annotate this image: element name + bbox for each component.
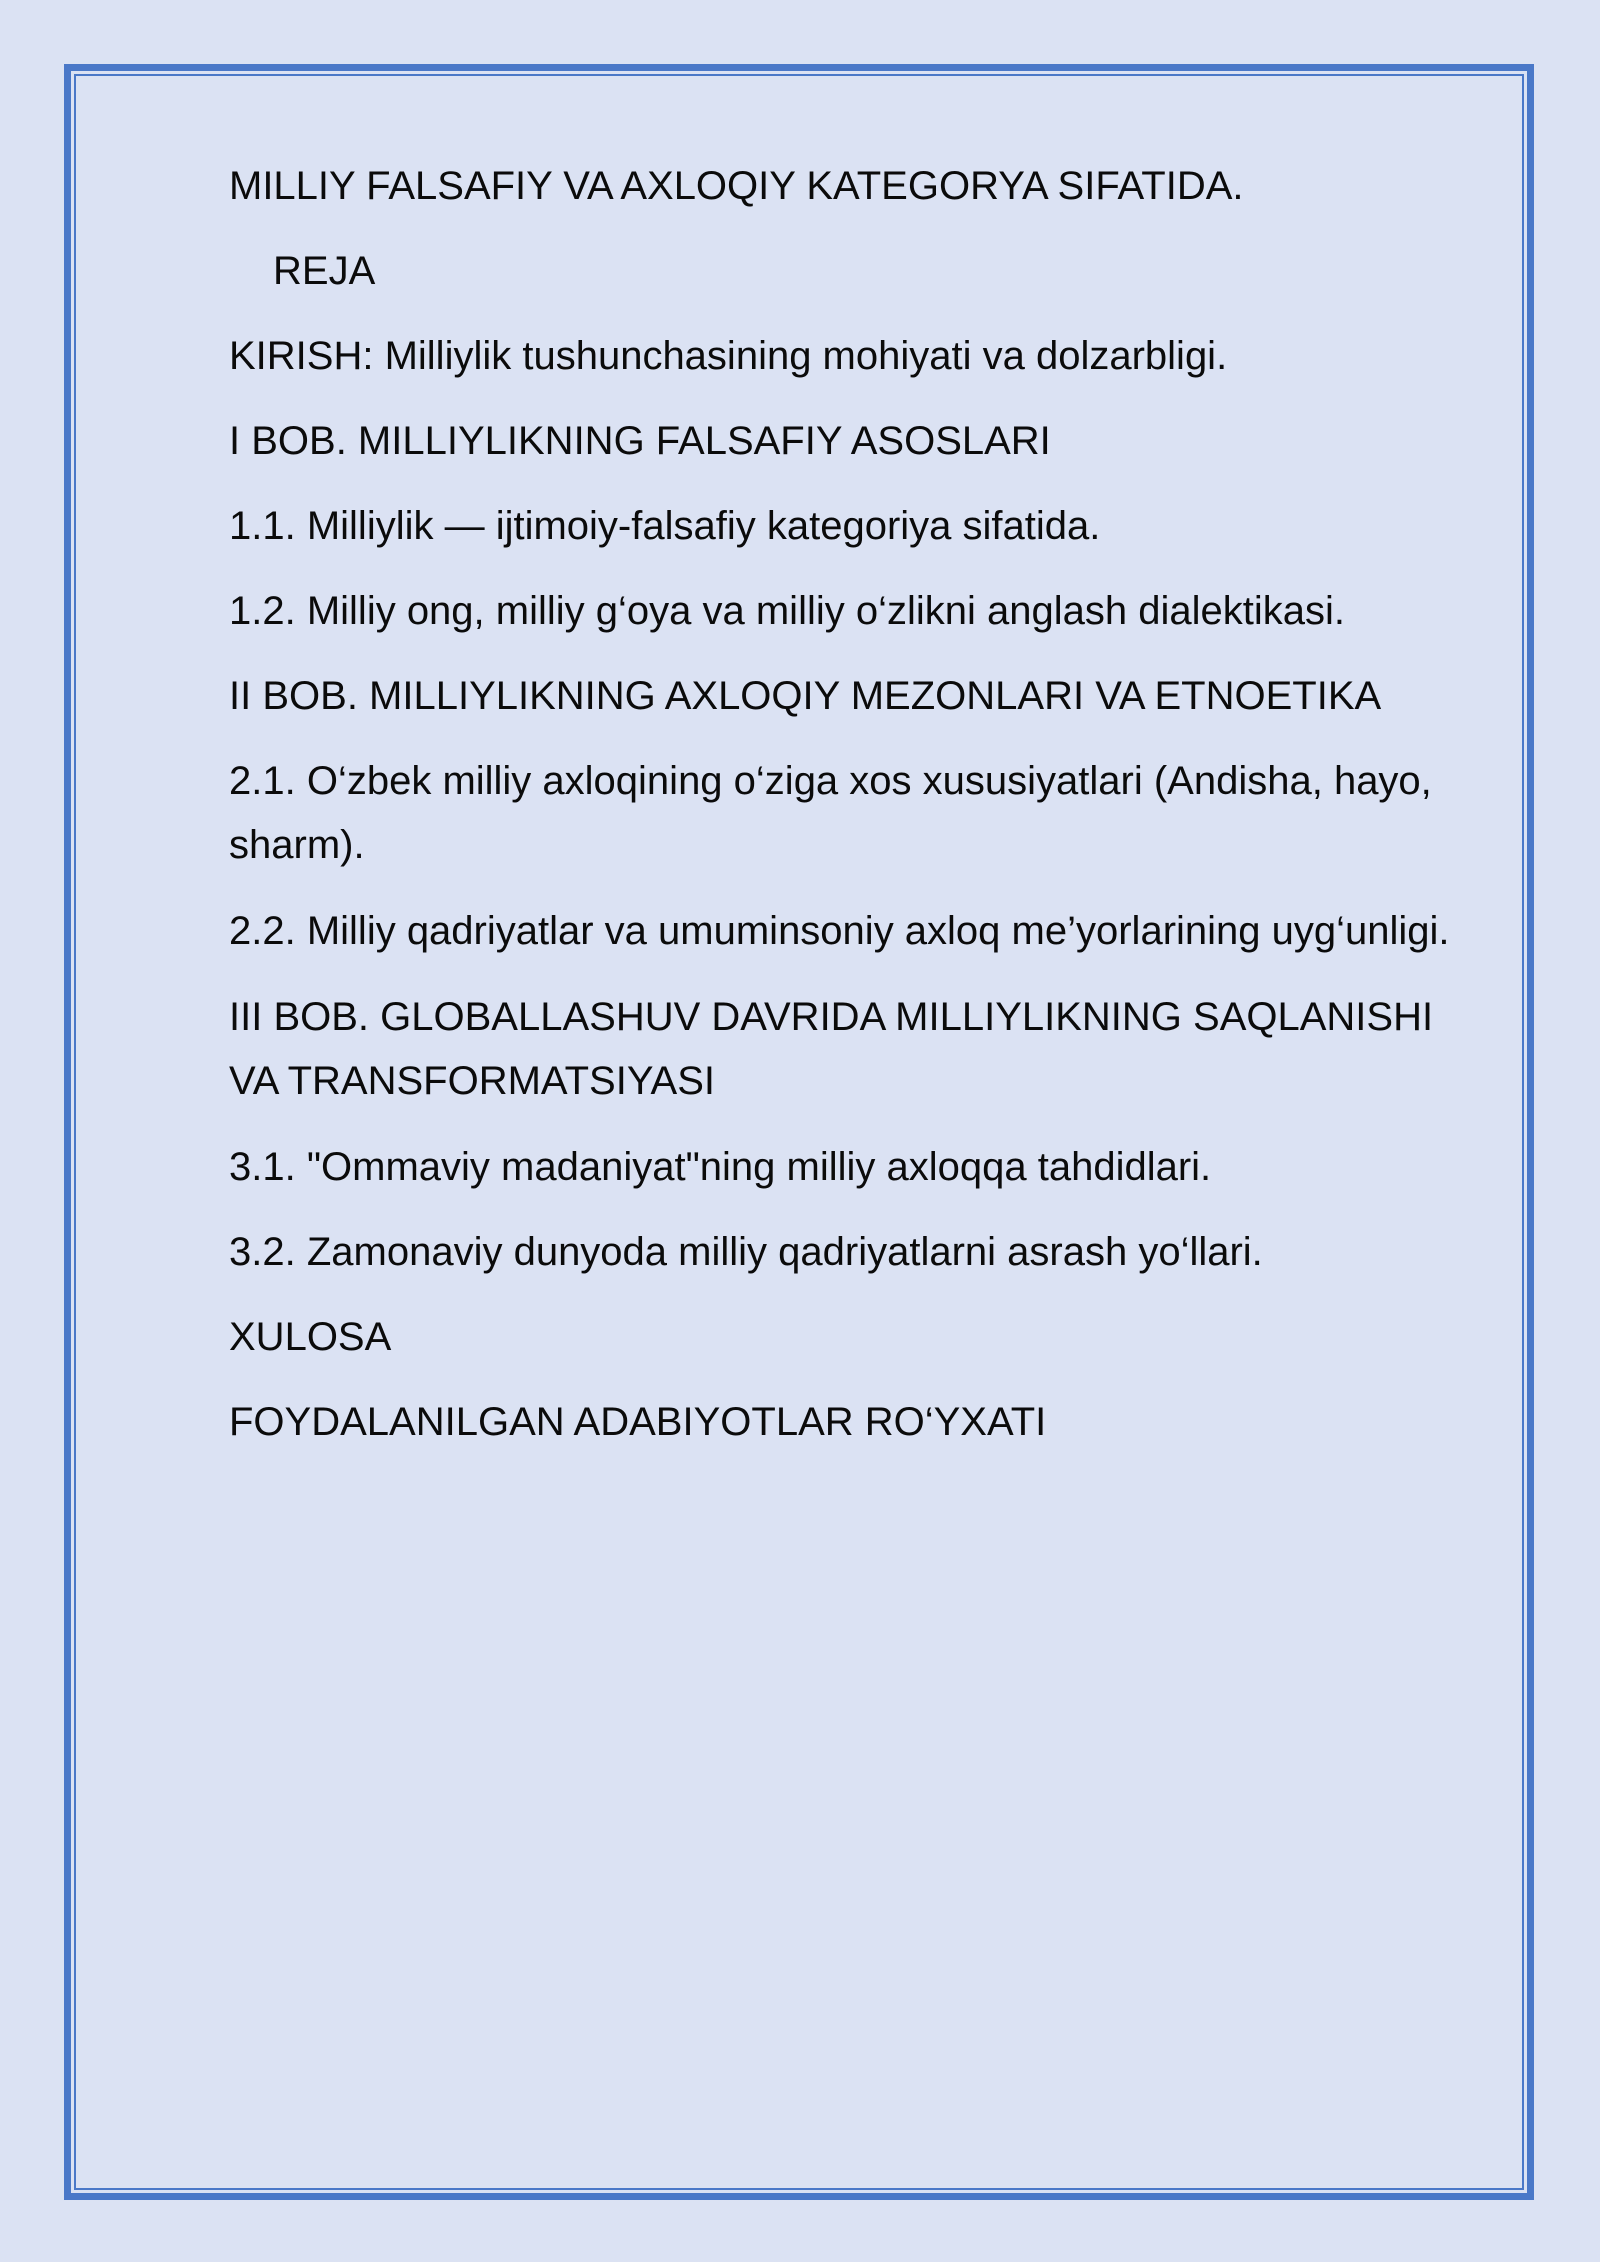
section-2-2: 2.2. Milliy qadriyatlar va umuminsoniy axloq me’yorlarining uyg‘unligi.: [229, 909, 1450, 953]
section-2-1: 2.1. O‘zbek milliy axloqining o‘ziga xos xususiyatlari (Andisha, hayo, sharm).: [229, 759, 1432, 867]
section-1-2: 1.2. Milliy ong, milliy g‘oya va milliy o‘zlikni anglash dialektikasi.: [229, 589, 1345, 633]
conclusion-heading: XULOSA: [229, 1315, 392, 1359]
section-3-1: 3.1. "Ommaviy madaniyat"ning milliy axloqqa tahdidlari.: [229, 1145, 1212, 1189]
plan-heading: REJA: [273, 249, 376, 293]
section-3-2: 3.2. Zamonaviy dunyoda milliy qadriyatlarni asrash yo‘llari.: [229, 1230, 1263, 1274]
document-title: MILLIY FALSAFIY VA AXLOQIY KATEGORYA SIFATIDA.: [229, 164, 1244, 208]
chapter-1-heading: I BOB. MILLIYLIKNING FALSAFIY ASOSLARI: [229, 419, 1051, 463]
chapter-2-heading: II BOB. MILLIYLIKNING AXLOQIY MEZONLARI VA ETNOETIKA: [229, 674, 1382, 718]
document-content: [229, 154, 1489, 1475]
section-1-1: 1.1. Milliylik — ijtimoiy-falsafiy kategoriya sifatida.: [229, 504, 1101, 548]
plan-item-introduction: KIRISH: Milliylik tushunchasining mohiyati va dolzarbligi.: [229, 334, 1228, 378]
bibliography-heading: FOYDALANILGAN ADABIYOTLAR RO‘YXATI: [229, 1400, 1047, 1444]
chapter-3-heading: III BOB. GLOBALLASHUV DAVRIDA MILLIYLIKNING SAQLANISHI VA TRANSFORMATSIYASI: [229, 995, 1434, 1103]
